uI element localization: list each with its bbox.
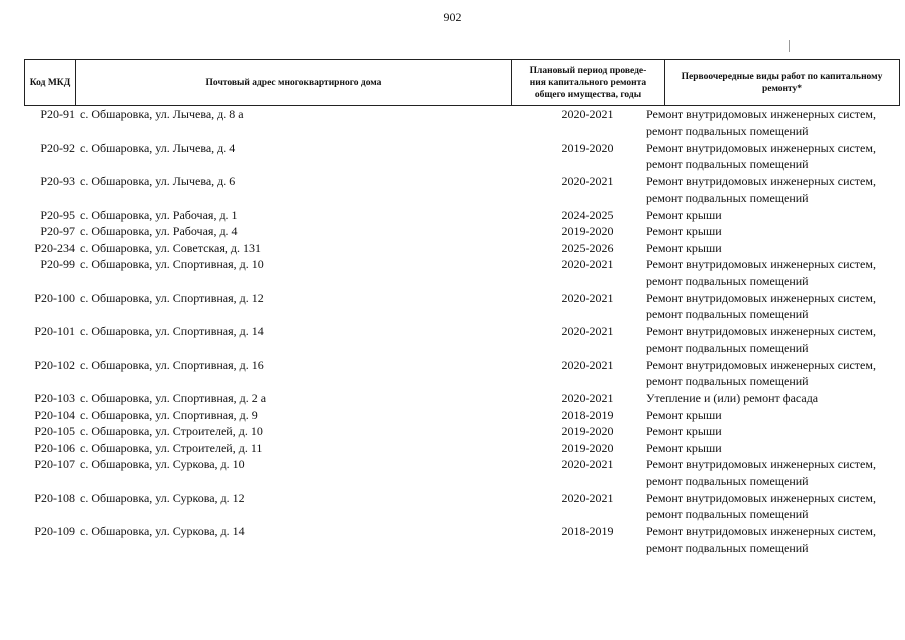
works-line: ремонт подвальных помещений: [646, 473, 809, 488]
cell-period: 2020-2021: [561, 490, 614, 505]
works-line: Ремонт крыши: [646, 224, 722, 238]
works-line: Ремонт внутридомовых инженерных систем,: [646, 107, 876, 121]
works-line: Ремонт крыши: [646, 440, 722, 455]
header-code: Код МКД: [24, 60, 75, 105]
cell-code: Р20-103: [34, 391, 75, 405]
cell-address: с. Обшаровка, ул. Суркова, д. 12: [80, 490, 245, 505]
cell-works: [646, 106, 905, 139]
cell-address: с. Обшаровка, ул. Строителей, д. 10: [80, 424, 263, 438]
works-line: ремонт подвальных помещений: [646, 340, 809, 355]
works-line: Ремонт внутридомовых инженерных систем,: [646, 257, 876, 271]
cell-address: с. Обшаровка, ул. Спортивная, д. 9: [80, 407, 258, 422]
cell-code: Р20-95: [40, 207, 75, 222]
header-period-line: общего имущества, годы: [534, 89, 642, 100]
header-works: [664, 60, 900, 105]
cell-code: Р20-102: [34, 357, 75, 372]
cell-code: Р20-99: [40, 257, 75, 271]
cell-period: 2020-2021: [561, 174, 614, 188]
cell-code: Р20-106: [34, 440, 75, 455]
cell-works: [646, 207, 905, 224]
cell-works: [646, 407, 905, 424]
cell-works: [646, 173, 905, 206]
works-line: ремонт подвальных помещений: [646, 307, 809, 321]
works-line: ремонт подвальных помещений: [646, 273, 809, 288]
scan-mark: [789, 40, 790, 52]
works-line: Ремонт крыши: [646, 240, 722, 255]
cell-period: 2019-2020: [561, 140, 614, 155]
cell-period: 2025-2026: [561, 240, 614, 255]
header-address: Почтовый адрес многоквартирного дома: [75, 60, 511, 105]
works-line: ремонт подвальных помещений: [646, 507, 809, 521]
cell-period: 2020-2021: [561, 324, 614, 338]
cell-works: [646, 423, 905, 440]
cell-address: с. Обшаровка, ул. Лычева, д. 6: [80, 174, 236, 188]
works-line: Ремонт крыши: [646, 207, 722, 222]
cell-code: Р20-91: [40, 107, 75, 121]
cell-period: 2024-2025: [561, 207, 614, 222]
cell-code: Р20-105: [34, 424, 75, 438]
cell-period: 2020-2021: [561, 357, 614, 372]
cell-works: [646, 456, 905, 489]
cell-period: 2020-2021: [561, 107, 614, 121]
cell-address: с. Обшаровка, ул. Спортивная, д. 14: [80, 324, 264, 338]
works-line: Ремонт внутридомовых инженерных систем,: [646, 290, 876, 305]
cell-period: 2019-2020: [561, 440, 614, 455]
cell-address: с. Обшаровка, ул. Спортивная, д. 16: [80, 357, 264, 372]
cell-period: 2018-2019: [561, 407, 614, 422]
works-line: Ремонт внутридомовых инженерных систем,: [646, 357, 876, 372]
cell-address: с. Обшаровка, ул. Рабочая, д. 4: [80, 224, 238, 238]
cell-code: Р20-104: [34, 407, 75, 422]
works-line: ремонт подвальных помещений: [646, 123, 809, 138]
header-works-line: Первоочередные виды работ по капитальному: [681, 71, 883, 82]
works-line: ремонт подвальных помещений: [646, 190, 809, 205]
works-line: Утепление и (или) ремонт фасада: [646, 391, 819, 405]
header-period-line: Плановый период проведе-: [529, 65, 647, 76]
cell-code: Р20-234: [34, 240, 75, 255]
cell-works: [646, 140, 905, 173]
cell-works: [646, 223, 905, 240]
cell-works: [646, 290, 905, 323]
cell-address: с. Обшаровка, ул. Суркова, д. 14: [80, 524, 245, 538]
cell-address: с. Обшаровка, ул. Суркова, д. 10: [80, 457, 245, 471]
works-line: Ремонт внутридомовых инженерных систем,: [646, 490, 876, 505]
cell-code: Р20-108: [34, 490, 75, 505]
cell-code: Р20-92: [40, 140, 75, 155]
cell-code: Р20-109: [34, 524, 75, 538]
cell-works: [646, 323, 905, 356]
table-header: [24, 59, 900, 106]
cell-period: 2019-2020: [561, 424, 614, 438]
cell-period: 2019-2020: [561, 224, 614, 238]
header-works-line: ремонту*: [761, 83, 803, 94]
works-line: Ремонт внутридомовых инженерных систем,: [646, 457, 876, 471]
cell-works: [646, 440, 905, 457]
cell-works: [646, 240, 905, 257]
works-line: ремонт подвальных помещений: [646, 540, 809, 555]
header-period-line: ния капитального ремонта: [529, 77, 647, 88]
cell-code: Р20-107: [34, 457, 75, 471]
works-line: Ремонт внутридомовых инженерных систем,: [646, 140, 876, 155]
cell-works: [646, 490, 905, 523]
cell-code: Р20-97: [40, 224, 75, 238]
cell-period: 2020-2021: [561, 257, 614, 271]
cell-address: с. Обшаровка, ул. Спортивная, д. 10: [80, 257, 264, 271]
cell-period: 2020-2021: [561, 391, 614, 405]
cell-address: с. Обшаровка, ул. Строителей, д. 11: [80, 440, 263, 455]
cell-address: с. Обшаровка, ул. Спортивная, д. 2 а: [80, 391, 267, 405]
works-line: ремонт подвальных помещений: [646, 374, 809, 388]
cell-code: Р20-100: [34, 290, 75, 305]
works-line: Ремонт крыши: [646, 407, 722, 422]
cell-period: 2020-2021: [561, 290, 614, 305]
works-line: Ремонт внутридомовых инженерных систем,: [646, 174, 876, 188]
page-number: 902: [443, 10, 462, 24]
cell-period: 2020-2021: [561, 457, 614, 471]
works-line: Ремонт крыши: [646, 424, 722, 438]
cell-works: [646, 390, 905, 407]
cell-address: с. Обшаровка, ул. Лычева, д. 4: [80, 140, 236, 155]
cell-code: Р20-93: [40, 174, 75, 188]
cell-code: Р20-101: [34, 324, 75, 338]
cell-address: с. Обшаровка, ул. Советская, д. 131: [80, 240, 262, 255]
cell-address: с. Обшаровка, ул. Спортивная, д. 12: [80, 290, 264, 305]
works-line: Ремонт внутридомовых инженерных систем,: [646, 324, 876, 338]
works-line: ремонт подвальных помещений: [646, 157, 809, 171]
header-period: [511, 60, 664, 105]
cell-address: с. Обшаровка, ул. Лычева, д. 8 а: [80, 107, 244, 121]
cell-works: [646, 256, 905, 289]
cell-works: [646, 523, 905, 556]
cell-works: [646, 357, 905, 390]
works-line: Ремонт внутридомовых инженерных систем,: [646, 524, 876, 538]
cell-address: с. Обшаровка, ул. Рабочая, д. 1: [80, 207, 238, 222]
cell-period: 2018-2019: [561, 524, 614, 538]
